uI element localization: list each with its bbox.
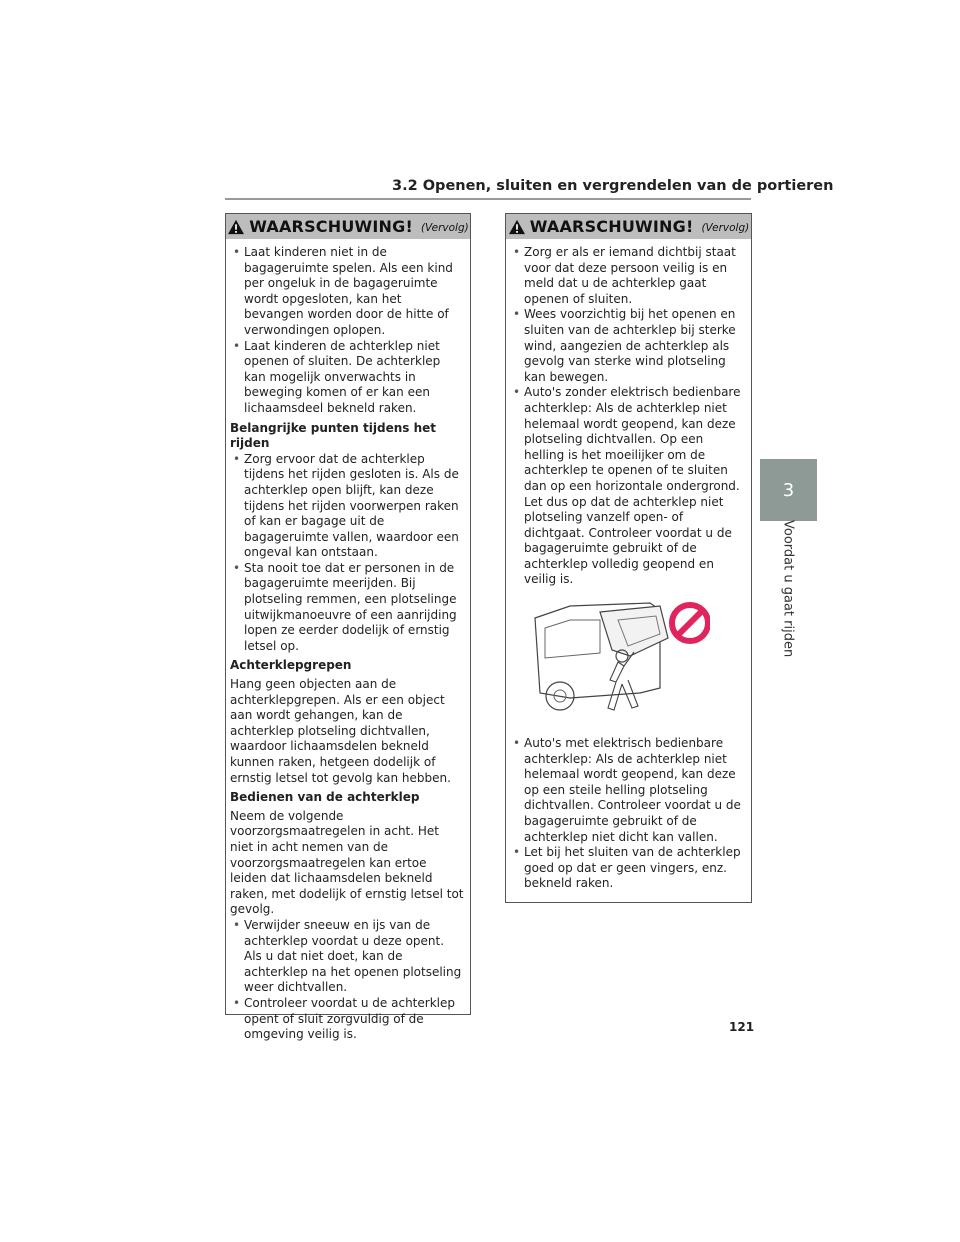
warning-header: [506, 214, 751, 239]
bullet-list: [510, 736, 745, 892]
bullet-list: [230, 245, 464, 417]
list-item: • Let bij het sluiten van de achterklep goed op dat er geen vingers, enz. bekneld raken.: [510, 845, 745, 892]
paragraph: Neem de volgende voorzorgsmaatregelen in acht. Het niet in acht nemen van de voorzorgsmaatregelen kan ertoe leiden dat lichaamsdelen bekneld raken, met dodelijk of ernstig letsel tot gevolg.: [230, 808, 464, 917]
paragraph: Hang geen objecten aan de achterklepgrepen. Als er een object aan wordt gehangen, kan de achterklep plotseling dichtvallen, waardoor lichaamsdelen bekneld kunnen raken, hetgeen dodelijk of ernstig letsel tot gevolg kan hebben.: [230, 677, 451, 785]
list-item: • Auto's zonder elektrisch bedienbare achterklep: Als de achterklep niet helemaal wordt geopend, kan deze plotseling dichtvallen. Op een helling is het moeilijker om de achterklep te openen of te sluiten dan op een horizontale ondergrond. Let dus op dat de achterklep niet plotseling vanzelf open- of dichtgaat. Controleer voordat u de bagageruimte gebruikt of de achterklep volledig geopend en veilig is.: [510, 385, 745, 588]
list-item: • Wees voorzichtig bij het openen en sluiten van de achterklep bij sterke wind, aangezien de achterklep als gevolg van sterke wind plotseling kan bewegen.: [510, 307, 745, 385]
header-divider: [225, 198, 751, 200]
list-item: • Controleer voordat u de achterklep opent of sluit zorgvuldig of de omgeving veilig is.: [230, 996, 464, 1043]
section-title: 3.2 Openen, sluiten en vergrendelen van de portieren: [392, 178, 834, 194]
car-tailgate-drawing: [530, 598, 710, 728]
list-item: • Zorg er als er iemand dichtbij staat voor dat deze persoon veilig is en meld dat u de achterklep gaat openen of sluiten.: [510, 245, 745, 307]
list-item: • Laat kinderen de achterklep niet openen of sluiten. De achterklep kan mogelijk onverwachts in beweging komen of er kan een lichaamsdeel bekneld raken.: [230, 339, 464, 417]
warning-triangle-icon: [508, 219, 526, 235]
list-item: • Auto's met elektrisch bedienbare achterklep: Als de achterklep niet helemaal wordt geopend, kan deze op een steile helling plotseling dichtvallen. Controleer voordat u de bagageruimte gebruikt of de achterklep niet dicht kan vallen.: [510, 736, 745, 845]
warning-continued: (Vervolg): [420, 222, 469, 234]
warning-title: WAARSCHUWING!: [249, 217, 413, 236]
bullet-list: [230, 452, 464, 655]
chapter-label: Voordat u gaat rijden: [780, 520, 796, 658]
car-tailgate-illustration: [530, 598, 710, 728]
chapter-number: 3: [782, 479, 795, 501]
sub-heading: Achterklepgrepen: [230, 658, 352, 673]
warning-box-right: [505, 213, 752, 903]
bullet-list: [230, 918, 464, 1043]
warning-title: WAARSCHUWING!: [529, 217, 694, 236]
sub-heading: Belangrijke punten tijdens het rijden: [230, 420, 436, 451]
chapter-tab: [760, 459, 817, 521]
list-item: • Laat kinderen niet in de bagageruimte spelen. Als een kind per ongeluk in de bagageruimte wordt opgesloten, kan het bevangen worden door de hitte of verwondingen oplopen.: [230, 245, 464, 339]
warning-continued: (Vervolg): [701, 222, 750, 234]
page-number: 121: [729, 1020, 755, 1034]
warning-header: [226, 214, 470, 239]
list-item: • Verwijder sneeuw en ijs van de achterklep voordat u deze opent. Als u dat niet doet, kan de achterklep na het openen plotseling weer dichtvallen.: [230, 918, 464, 996]
bullet-list: [510, 245, 745, 588]
sub-heading: Bedienen van de achterklep: [230, 790, 420, 805]
warning-triangle-icon: [227, 219, 245, 235]
list-item: • Zorg ervoor dat de achterklep tijdens het rijden gesloten is. Als de achterklep open blijft, kan deze tijdens het rijden voorwerpen raken of kan er bagage uit de bagageruimte vallen, waardoor een ongeval kan ontstaan.: [230, 452, 464, 561]
list-item: • Sta nooit toe dat er personen in de bagageruimte meerijden. Bij plotseling remmen, een plotselinge uitwijkmanoeuvre of een aanrijding lopen ze eerder dodelijk of ernstig letsel op.: [230, 561, 464, 655]
warning-box-left: [225, 213, 471, 1042]
